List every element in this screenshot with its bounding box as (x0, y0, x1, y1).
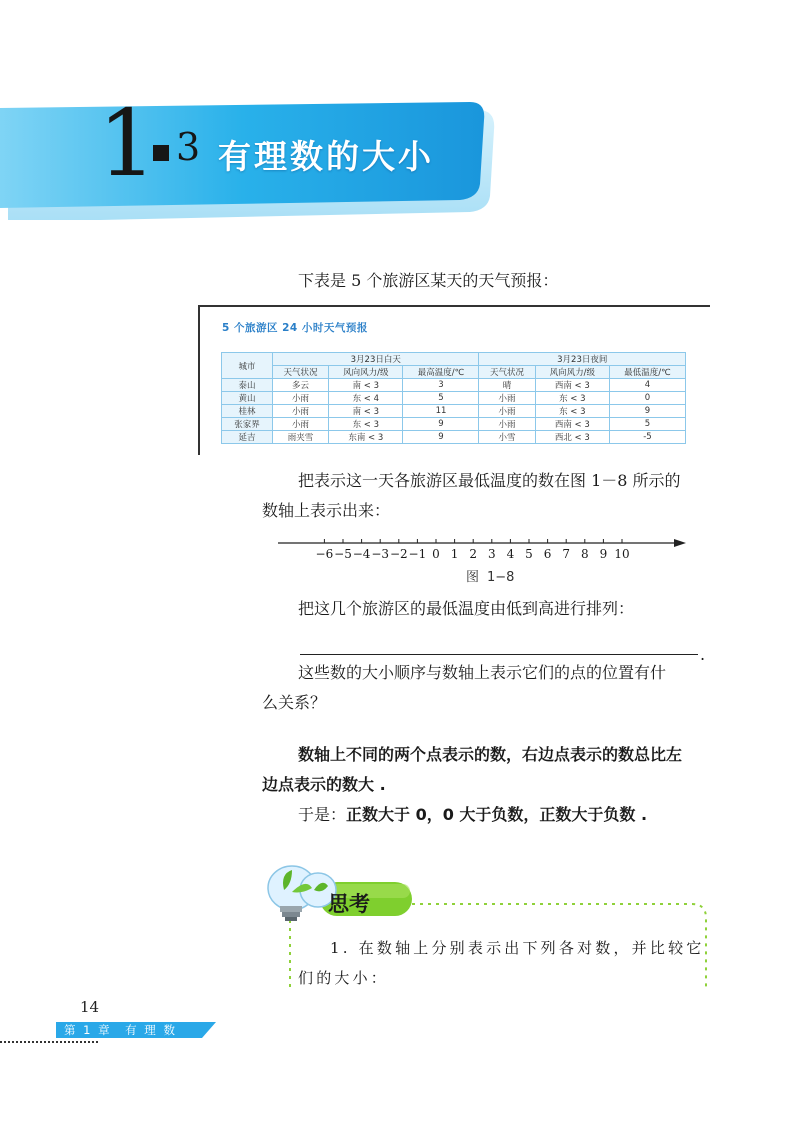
para2: 把这几个旅游区的最低温度由低到高进行排列： (298, 599, 635, 618)
number-line-label: 8 (580, 547, 589, 561)
number-line-label: −1 (408, 547, 427, 561)
table-cell: 多云 (273, 379, 329, 392)
number-line-arrow (674, 539, 686, 547)
table-header-night: 3月23日夜间 (479, 353, 686, 366)
table-cell-city: 桂林 (222, 405, 273, 418)
table-cell: 小雨 (479, 405, 535, 418)
number-line-label: 5 (525, 547, 533, 561)
table-cell: 小雨 (273, 405, 329, 418)
table-cell: 东 < 4 (329, 392, 403, 405)
table-cell: 小雨 (479, 392, 535, 405)
table-row (222, 431, 686, 444)
para3-line1: 这些数的大小顺序与数轴上表示它们的点的位置有什 (298, 663, 667, 682)
table-cell: 东 < 3 (535, 392, 609, 405)
table-cell: 5 (609, 418, 685, 431)
think-question-1-line1: 1. 在数轴上分别表示出下列各对数，并比较它 (330, 939, 705, 957)
table-cell: -5 (609, 431, 685, 444)
rule-line1: 数轴上不同的两个点表示的数，右边点表示的数总比左 (298, 745, 683, 764)
number-line-label: 9 (599, 547, 608, 561)
footer-dotted-rule (0, 1041, 98, 1043)
table-cell: 雨夹雪 (273, 431, 329, 444)
table-cell: 东 < 3 (535, 405, 609, 418)
table-row (222, 405, 686, 418)
table-cell: 西北 < 3 (535, 431, 609, 444)
table-cell-city: 延吉 (222, 431, 273, 444)
think-label: 思考 (328, 892, 370, 916)
para3-line2: 么关系？ (262, 693, 327, 712)
table-cell: 9 (403, 431, 479, 444)
conclusion-text: 正数大于 0，0 大于负数，正数大于负数 . (346, 805, 648, 824)
table-cell: 小雪 (479, 431, 535, 444)
table-row (222, 392, 686, 405)
section-number-minor: 3 (176, 125, 201, 169)
number-line-label: −4 (352, 547, 371, 561)
table-cell: 4 (609, 379, 685, 392)
section-title: 有理数的大小 (218, 137, 434, 176)
table-cell: 小雨 (273, 392, 329, 405)
table-cell-city: 张家界 (222, 418, 273, 431)
para1-line2: 数轴上表示出来： (262, 501, 391, 520)
table-subheader: 天气状况 (479, 366, 535, 379)
conclusion (298, 800, 647, 830)
number-line-label: 2 (469, 547, 478, 561)
table-cell: 东 < 3 (329, 418, 403, 431)
chapter-label: 第 1 章 有 理 数 (64, 1023, 177, 1037)
table-cell: 西南 < 3 (535, 379, 609, 392)
table-cell: 3 (403, 379, 479, 392)
table-cell: 东南 < 3 (329, 431, 403, 444)
think-question-1 (298, 933, 710, 993)
number-line-label: 4 (506, 547, 515, 561)
table-cell: 9 (403, 418, 479, 431)
table-row (222, 379, 686, 392)
table-subheader: 风向风力/级 (329, 366, 403, 379)
number-line-label: −5 (334, 547, 352, 561)
table-header-day: 3月23日白天 (273, 353, 479, 366)
table-cell: 西南 < 3 (535, 418, 609, 431)
table-cell-city: 泰山 (222, 379, 273, 392)
number-line-label: 1 (450, 547, 459, 561)
table-cell-city: 黄山 (222, 392, 273, 405)
figure-caption-number: 1−8 (487, 570, 515, 585)
intro-text: 下表是 5 个旅游区某天的天气预报： (298, 271, 559, 290)
page-number: 14 (80, 998, 100, 1016)
section-number-major: 1 (98, 90, 153, 197)
table-cell: 11 (403, 405, 479, 418)
table-cell: 9 (609, 405, 685, 418)
table-row (222, 418, 686, 431)
lightbulb-icon (268, 866, 336, 921)
table-subheader: 最低温度/℃ (609, 366, 685, 379)
number-line-label: −3 (371, 547, 390, 561)
number-line-label: 10 (614, 547, 630, 561)
number-line (278, 535, 688, 565)
number-line-label: 7 (562, 547, 571, 561)
table-cell: 0 (609, 392, 685, 405)
think-question-1-line2: 们的大小： (298, 969, 390, 987)
table-cell: 南 < 3 (329, 405, 403, 418)
table-cell: 南 < 3 (329, 379, 403, 392)
table-subheader: 天气状况 (273, 366, 329, 379)
para1-line1: 把表示这一天各旅游区最低温度的数在图 1－8 所示的 (298, 471, 681, 490)
number-line-label: −6 (315, 547, 334, 561)
section-dot (153, 145, 169, 161)
rule-line2: 边点表示的数大 . (262, 775, 386, 794)
number-line-label: −2 (389, 547, 408, 561)
figure-caption-prefix: 图 (466, 570, 480, 585)
table-header-city: 城市 (222, 353, 273, 379)
table-cell: 小雨 (479, 418, 535, 431)
answer-blank (300, 654, 698, 655)
number-line-label: 6 (543, 547, 552, 561)
number-line-label: 0 (432, 547, 440, 561)
number-line-label: 3 (487, 547, 496, 561)
table-subheader: 风向风力/级 (535, 366, 609, 379)
figure-caption (458, 566, 514, 585)
table-subheader: 最高温度/℃ (403, 366, 479, 379)
table-cell: 5 (403, 392, 479, 405)
answer-end-period: . (700, 645, 706, 664)
table-title: 5 个旅游区 24 小时天气预报 (222, 322, 368, 334)
conclusion-prefix: 于是： (298, 805, 347, 824)
weather-table (221, 352, 686, 444)
table-cell: 小雨 (273, 418, 329, 431)
table-cell: 晴 (479, 379, 535, 392)
